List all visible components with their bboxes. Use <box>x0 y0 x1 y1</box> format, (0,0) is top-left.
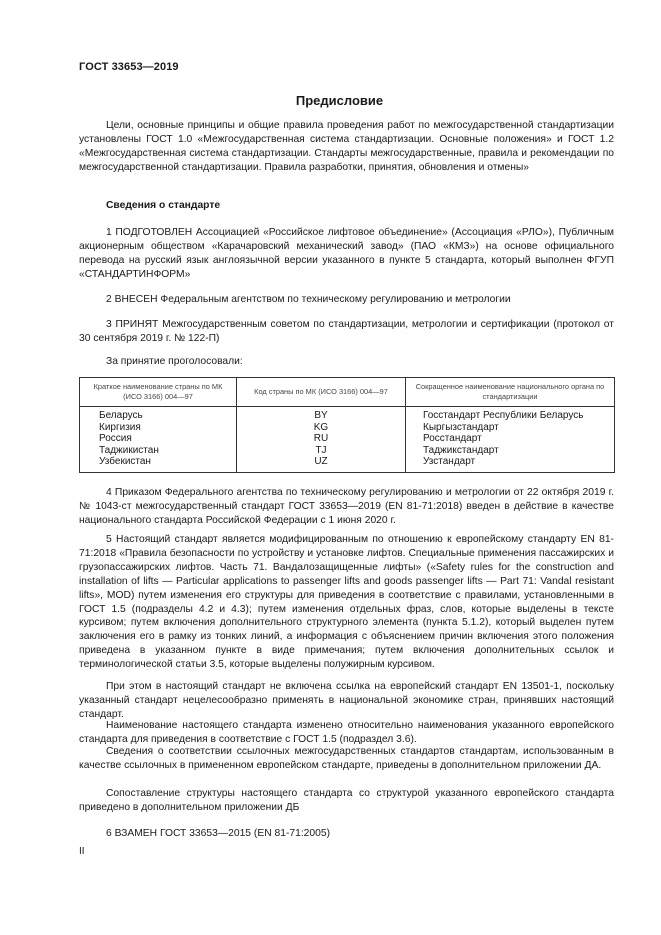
vote-label: За принятие проголосовали: <box>106 356 243 367</box>
country-code: KG <box>237 422 406 434</box>
table-row <box>80 422 615 434</box>
country-code: UZ <box>237 456 406 472</box>
info-heading: Сведения о стандарте <box>106 200 221 211</box>
item-1-prepared: 1 ПОДГОТОВЛЕН Ассоциацией «Российское лифтовое объединение» (Ассоциация «РЛО»), Публичным акционерным обществом «Карачаровский механический завод» (ПАО «КМЗ») на основе официального перевода на русский язык англоязычной версии указанного в пункте 5 стандарта, который выполнен ФГУП «СТАНДАРТИНФОРМ» <box>79 227 614 280</box>
country-name: Беларусь <box>80 407 237 422</box>
item-5-modification: 5 Настоящий стандарт является модифицированным по отношению к европейскому стандарту EN 81-71:2018 «Правила безопасности по устройству и установке лифтов. Специальные применения пассажирских и грузопассажирских лифтов. Часть 71. Вандалозащищенные лифты» («Safety rules for the construction and installation of lifts — Particular applications to passenger lifts and goods passenger lifts — Part 71: Vandal resistant lifts», MOD) путем изменения его структуры для приведения в соответствие с правилами, установленными в ГОСТ 1.5 (подразделы 4.2 и 4.3); путем изменения отдельных фраз, слов, которые выделены в тексте курсивом; путем включения дополнительного структурного элемента (пункта 5.1.2), который выделен путем заключения его в рамку из тонких линий, а информация с объяснением причин включения этого положения приведена в указанном пункте в виде примечания; путем включения дополнительных ссылок и терминологической статьи 3.5, которые выделены полужирным курсивом. <box>79 534 614 671</box>
page-number: II <box>79 846 85 857</box>
item-6-replaces: 6 ВЗАМЕН ГОСТ 33653—2015 (EN 81-71:2005) <box>106 828 331 839</box>
header-country-code: Код страны по МК (ИСО 3166) 004—97 <box>237 378 406 407</box>
country-code: BY <box>237 407 406 422</box>
header-country-name: Краткое наименование страны по МК (ИСО 3166) 004—97 <box>80 378 237 407</box>
table-row <box>80 407 615 422</box>
item-5-title-note: Наименование настоящего стандарта изменено относительно наименования указанного европейского стандарта для приведения в соответствие с ГОСТ 1.5 (подраздел 3.6). <box>79 720 614 745</box>
country-name: Киргизия <box>80 422 237 434</box>
document-code-header: ГОСТ 33653—2019 <box>79 61 179 73</box>
country-name: Россия <box>80 433 237 445</box>
item-5-structure-note: Сопоставление структуры настоящего стандарта со структурой указанного европейского стандарта приведено в дополнительном приложении ДБ <box>79 788 614 813</box>
standards-body: Узстандарт <box>406 456 615 472</box>
standards-body: Таджикстандарт <box>406 445 615 457</box>
table-row <box>80 433 615 445</box>
item-3-adopted: 3 ПРИНЯТ Межгосударственным советом по стандартизации, метрологии и сертификации (протокол от 30 сентября 2019 г. № 122-П) <box>79 319 614 344</box>
item-5-references-note: Сведения о соответствии ссылочных межгосударственных стандартов стандартам, использованным в качестве ссылочных в примененном европейском стандарте, приведены в дополнительном приложении ДА. <box>79 746 614 771</box>
country-name: Узбекистан <box>80 456 237 472</box>
country-code: TJ <box>237 445 406 457</box>
intro-paragraph: Цели, основные принципы и общие правила проведения работ по межгосударственной стандартизации установлены ГОСТ 1.0 «Межгосударственная система стандартизации. Основные положения» и ГОСТ 1.2 «Межгосударственная система стандартизации. Стандарты межгосударственные, правила и рекомендации по межгосударственной стандартизации. Правила разработки, принятия, обновления и отмены» <box>79 120 614 173</box>
table-header-row <box>80 378 615 407</box>
header-standards-body: Сокращенное наименование национального органа по стандартизации <box>406 378 615 407</box>
item-2-introduced: 2 ВНЕСЕН Федеральным агентством по техническому регулированию и метрологии <box>106 294 511 305</box>
voting-countries-table <box>79 377 615 473</box>
standards-body: Росстандарт <box>406 433 615 445</box>
table-row <box>80 456 615 472</box>
page-title: Предисловие <box>295 93 384 108</box>
country-name: Таджикистан <box>80 445 237 457</box>
standards-body: Госстандарт Республики Беларусь <box>406 407 615 422</box>
item-5-exclusion-note: При этом в настоящий стандарт не включена ссылка на европейский стандарт EN 13501-1, поскольку указанный стандарт нецелесообразно применять в национальной экономике стран, принявших настоящий стандарт. <box>79 681 614 720</box>
table-row <box>80 445 615 457</box>
item-4-order: 4 Приказом Федерального агентства по техническому регулированию и метрологии от 22 октября 2019 г. № 1043-ст межгосударственный стандарт ГОСТ 33653—2019 (EN 81-71:2018) введен в действие в качестве национального стандарта Российской Федерации с 1 июня 2020 г. <box>79 487 614 526</box>
standards-body: Кыргызстандарт <box>406 422 615 434</box>
country-code: RU <box>237 433 406 445</box>
